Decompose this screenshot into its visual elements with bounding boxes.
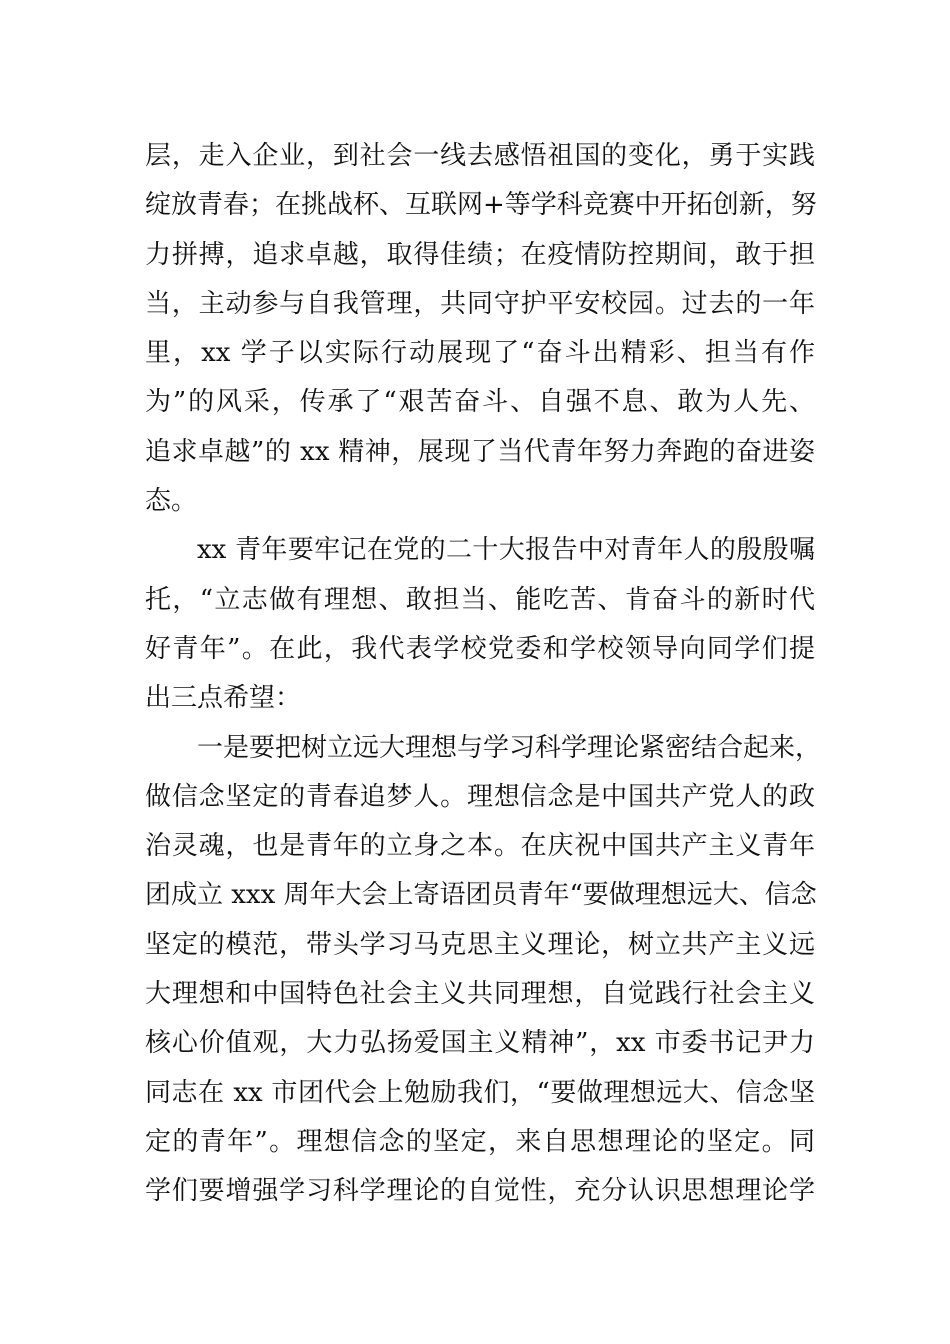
text-line: 追求卓越”的 xx 精神，展现了当代青年努力奔跑的奋进姿 — [145, 436, 815, 467]
text-line: 定的青年”。理想信念的坚定，来自思想理论的坚定。同 — [145, 1126, 815, 1157]
text-line: 学们要增强学习科学理论的自觉性，充分认识思想理论学 — [145, 1176, 815, 1207]
text-line: 当，主动参与自我管理，共同守护平安校园。过去的一年 — [145, 288, 815, 319]
text-line: 大理想和中国特色社会主义共同理想，自觉践行社会主义 — [145, 979, 815, 1010]
text-line: 态。 — [145, 486, 198, 517]
text-line: 力拼搏，追求卓越，取得佳绩；在疫情防控期间，敢于担 — [145, 239, 815, 270]
text-line: 为”的风采，传承了“艰苦奋斗、自强不息、敢为人先、 — [145, 387, 815, 418]
body-text — [145, 132, 822, 1217]
text-line: 一是要把树立远大理想与学习科学理论紧密结合起来， — [197, 732, 822, 763]
text-line: 绽放青春；在挑战杯、互联网+等学科竞赛中开拓创新，努 — [145, 190, 817, 221]
text-line: 做信念坚定的青春追梦人。理想信念是中国共产党人的政 — [145, 781, 815, 812]
text-line: 坚定的模范，带头学习马克思主义理论，树立共产主义远 — [145, 929, 815, 960]
text-line: 出三点希望： — [145, 683, 302, 714]
text-line: 里，xx 学子以实际行动展现了“奋斗出精彩、担当有作 — [145, 338, 815, 369]
text-line: 治灵魂，也是青年的立身之本。在庆祝中国共产主义青年 — [145, 831, 815, 862]
text-line: 核心价值观，大力弘扬爱国主义精神”，xx 市委书记尹力 — [145, 1028, 815, 1059]
text-line: 层，走入企业，到社会一线去感悟祖国的变化，勇于实践 — [145, 141, 815, 171]
text-line: 好青年”。在此，我代表学校党委和学校领导向同学们提 — [145, 633, 815, 664]
text-line: 托，“立志做有理想、敢担当、能吃苦、肯奋斗的新时代 — [145, 584, 815, 615]
text-line: xx 青年要牢记在党的二十大报告中对青年人的殷殷嘱 — [197, 535, 815, 566]
text-line: 团成立 xxx 周年大会上寄语团员青年“要做理想远大、信念 — [145, 880, 817, 911]
text-line: 同志在 xx 市团代会上勉励我们，“要做理想远大、信念坚 — [145, 1077, 815, 1108]
